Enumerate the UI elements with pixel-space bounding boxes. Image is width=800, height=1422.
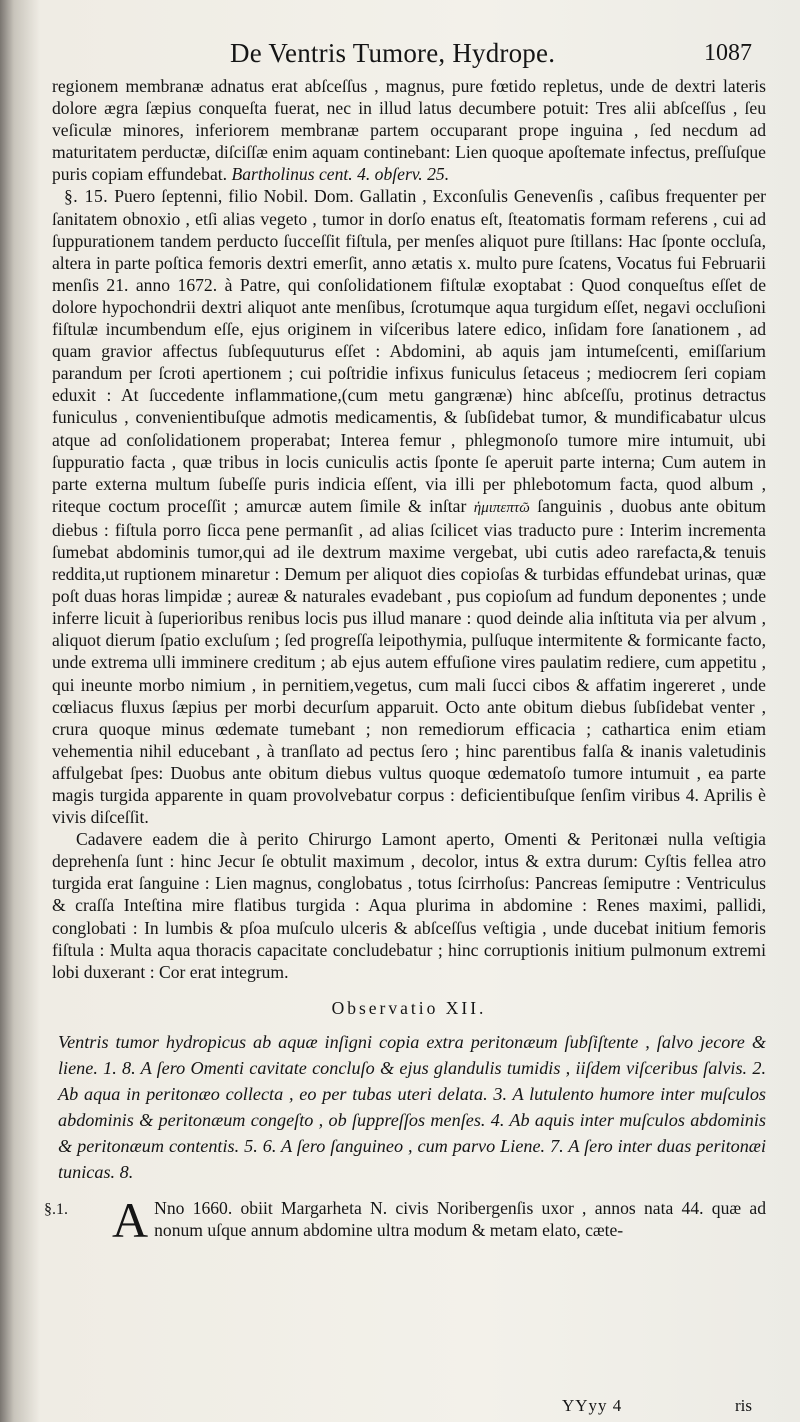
page-footer (52, 1396, 752, 1418)
paragraph-text: Cadavere eadem die à perito Chirurgo Lamont aperto, Omenti & Peritonæi nulla veſtigia deprehenſa ſunt : hinc Jecur ſe obtulit maximum , decolor, intus & extra durum: Cyſtis fellea atro turgida erat ſanguine : Lien magnus, conglobatus , totus ſcirrhoſus: Pancreas ſemiputre : Ventriculus & craſſa Inteſtina mire flatibus turgida : Aqua plurima in abdomine : Renes maximi, pallidi, conglobati : In lumbis & pſoa muſculo ulceris & abſceſſus veſtigia , unde ducebat initium femoris fiſtula : Multa aqua thoracis capacitate concludebatur ; hinc corruptionis initium pulmonum extremi lobi duxerant : Cor erat integrum. (52, 829, 766, 982)
page-body (44, 75, 767, 1248)
paragraph-text: Nno 1660. obiit Margarheta N. civis Noribergenſis uxor , annos nata 44. quæ ad nonum uſque annum abdomine ultra modum & metam elato, cæte- (154, 1197, 766, 1241)
section-label: §.1. (44, 1200, 68, 1218)
greek-word: ἡμιπεπτῶ (473, 499, 530, 516)
page-number: 1087 (704, 40, 752, 66)
drop-cap: A (112, 1191, 149, 1248)
paragraph-text: regionem membranæ adnatus erat abſceſſus , magnus, pure fœtido repletus, unde de dextri lateris dolore ægra ſæpius conqueſta fuerat, nec in illud latus decumbere potuit: Tres alii abſceſſus , ſeu veſiculæ minores, inferiorem membranæ partem occuparant prope inguina , ſed necdum ad maturitatem perductæ, diſciſſæ enim aquam continebant: Lien quoque apoſtemate infectus, preſſuſque puris copiam effundebat. (52, 76, 766, 185)
catchword: ris (735, 1396, 752, 1415)
section-label: §. 15. (64, 186, 109, 207)
running-title: De Ventris Tumore, Hydrope. (230, 38, 556, 68)
paragraph-text: Puero ſeptenni, filio Nobil. Dom. Gallatin , Exconſulis Genevenſis , caſibus frequenter per ſanitatem obnoxio , etſi alias vegeto , tumor in dorſo enatus eſt, ſteatomatis formam referens , cui ad ſuppurationem tandem perducto ſucceſſit fiſtula, per menſes aliquot pure ſtillans: Hac ſponte occluſa, altera in parte poſtica femoris dextri emerſit, anno ætatis x. multo pure ſcatens, Vocatus fui Februarii menſis 21. anno 1672. à Patre, qui conſolidationem fiſtulæ exoptabat : Quod conqueſtus eſſet de dolore hypochondrii dextri aliquot ante menſibus, ſcrotumque aqua turgidum eſſet, negavi occluſioni fiſtulæ incumbendum eſſe, ejus originem in viſceribus latere edico, inſidam fore ſanationem , ad quam gravior affectus ſubſequuturus eſſet : Abdomini, ab aquis jam intumeſcenti, emiſſarium parandum per ſcroti apertionem ; cui poſtridie infixus funiculus ſetaceus ; mediocrem ſeri copiam eduxit : At ſuccedente inflammatione,(cum metu gangrænæ) hinc abſceſſu, protinus detractus funiculus , convenientibuſque admotis medicamentis, & ſubſidebat tumor, & mundificabatur ulcus atque ad conſolidationem properabat; Interea femur , phlegmonoſo tumore mire intumuit, ubi ſuppuratio facta , quæ tribus in locis cuniculis actis ſponte ſe aperuit parte interna; Cum autem in parte externa multum ſubeſſe puris indicia eſſent, via illi per phlebotomum facta, quod album , riteque coctum proceſſit ; amurcæ autem ſimile & inſtar (52, 186, 767, 516)
paragraph-cadaver (52, 828, 766, 983)
paragraph-continuation (52, 75, 766, 185)
signature-mark: YYyy 4 (562, 1396, 623, 1415)
paragraph-text: ſanguinis , duobus ante obitum diebus : fiſtula porro ſicca pene permanſit , ad alias ſcilicet vias traducto pure : Interim incrementa ſumebat abdominis tumor,qui ad ile dextrum maxime vergebat, ubi cutis adeo rarefacta,& tenuis reddita,ut ruptionem minaretur : Demum per aliquot dies copioſas & turbidas effundebat urinas, quæ poſt duas horas limpidæ ; aureæ & naturales evadebant , pus copioſum ad fundum deponentes ; unde inferre licuit à ſuperioribus renibus locis pus illud manare : quod deinde alia inſtituta via per alvum , aliquot dierum ſpatio excluſum ; ſed progreſſa leipothymia, pulſuque intermitente & formicante facto, unde extrema ulli imminere creditum ; ab ejus autem effuſione vires paulatim rediere, cum appetitu , qui ineunte morbo nimium , in pernitiem,vegetus, cum mali ſucci cibos & affatim ingereret , unde cœliacus fluxus ſæpius per morbi decurſum apparuit. Octo ante obitum diebus ſubſidebat venter , crura quoque minus œdemate tumebant ; non remediorum efficacia ; cathartica enim etiam vehementia nihil educebant , à tranſlato ad pectus ſero ; hinc parentibus falſa & inanis valetudinis affulgebat ſpes: Duobus ante obitum diebus vultus quoque œdematoſo tumore intumuit , ea parte magis turgida apparente in quam provolvebatur corpus : deficientibuſque ſenſim viribus 4. Aprilis è vivis diſceſſit. (52, 495, 766, 828)
paragraph-section-1 (44, 1191, 766, 1248)
observation-title: Observatio XII. (331, 997, 487, 1018)
citation: Bartholinus cent. 4. obſerv. 25. (231, 164, 450, 185)
observation-summary: Ventris tumor hydropicus ab aquæ inſigni copia extra peritonæum ſubſiſtente , ſalvo jecore & liene. 1. 8. A ſero Omenti cavitate concluſo & ejus glandulis tumidis , iiſdem viſceribus ſalvis. 2. Ab aqua in peritonæo collecta , eo per tubas uteri delata. 3. A lutulento humore inter muſculos abdominis & peritonæum congeſto , ob ſuppreſſos menſes. 4. Ab aquis inter muſculos abdominis & peritonæum contentis. 5. 6. A ſero ſanguineo , cum parvo Liene. 7. A ſero inter duas peritonæi tunicas. 8. (58, 1031, 766, 1182)
paragraph-section-15 (52, 185, 766, 828)
page-header (60, 38, 752, 74)
